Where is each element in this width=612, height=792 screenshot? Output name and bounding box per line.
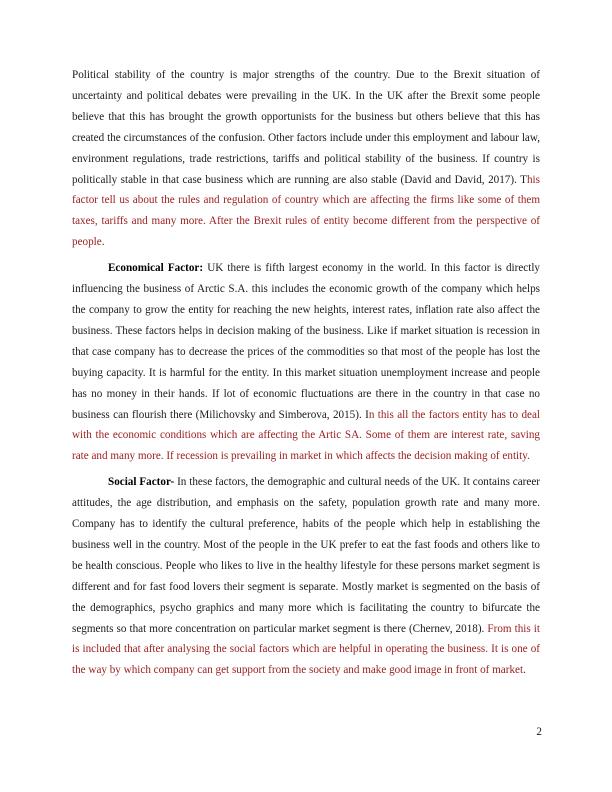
social-factor-heading: Social Factor- (108, 476, 175, 489)
page-number: 2 (536, 726, 542, 738)
paragraph-social-highlight: From this it is included that after analysing the social factors which are helpful in operating the business. It is one of the way by which company can get support from the society and make good image in front of market (72, 622, 540, 677)
paragraph-economical-text: UK there is fifth largest economy in the world. In this factor is directly influencing the business of Arctic S.A. this includes the economic growth of the company which helps the company to grow the entity for reaching the new heights, interest rates, inflation rate also affect the business. These factors helps in decision making of the business. Like if market situation is recession in that case company has to decrease the prices of the commodities so that most of the people has lost the buying capacity. It is harmful for the entity. In this market situation unemployment increase and people has no money in their hands. If lot of economic fluctuations are there in the country in that case no business can flourish there (Milichovsky and Simberova, 2015). I (72, 262, 540, 421)
paragraph-economical-highlight: n this all the factors entity has to deal with the economic conditions which are affecting the Artic SA. Some of them are interest rate, saving rate and many more. If recession is prevailing in market in which affects the decision making of entity. (72, 408, 540, 463)
paragraph-political (72, 65, 540, 253)
paragraph-economical (72, 258, 540, 467)
paragraph-political-text: Political stability of the country is major strengths of the country. Due to the Brexit situation of uncertainty and political debates were prevailing in the UK. In the UK after the Brexit some people believe that this has brought the growth opportunists for the business but others believe that this has created the circumstances of the confusion. Other factors include under this employment and labour law, environment regulations, trade restrictions, tariffs and political stability of the business. If country is politically stable in that case business which are running are also stable (David and David, 2017). T (72, 69, 540, 186)
paragraph-social-text: In these factors, the demographic and cultural needs of the UK. It contains career attitudes, the age distribution, and emphasis on the safety, population growth rate and many more. Company has to identify the cultural preference, habits of the people which help in establishing the business well in the country. Most of the people in the UK prefer to eat the fast foods and others like to be health conscious. People who likes to live in the healthy lifestyle for these persons market segment is different and for fast food lovers their segment is separate. Mostly market is segmented on the basis of the demographics, psycho graphics and many more which is facilitating the country to bifurcate the segments so that more concentration on particular market segment is there (Chernev, 2018). (72, 476, 540, 635)
economical-factor-heading: Economical Factor: (108, 262, 204, 275)
paragraph-political-end: . (101, 236, 105, 249)
paragraph-political-highlight: his factor tell us about the rules and regulation of country which are affecting the firms like some of them taxes, tariffs and many more. After the Brexit rules of entity become different from the perspective of people (72, 173, 540, 249)
paragraph-social-end: . (523, 664, 526, 677)
document-body (72, 65, 540, 686)
paragraph-social (72, 472, 540, 681)
